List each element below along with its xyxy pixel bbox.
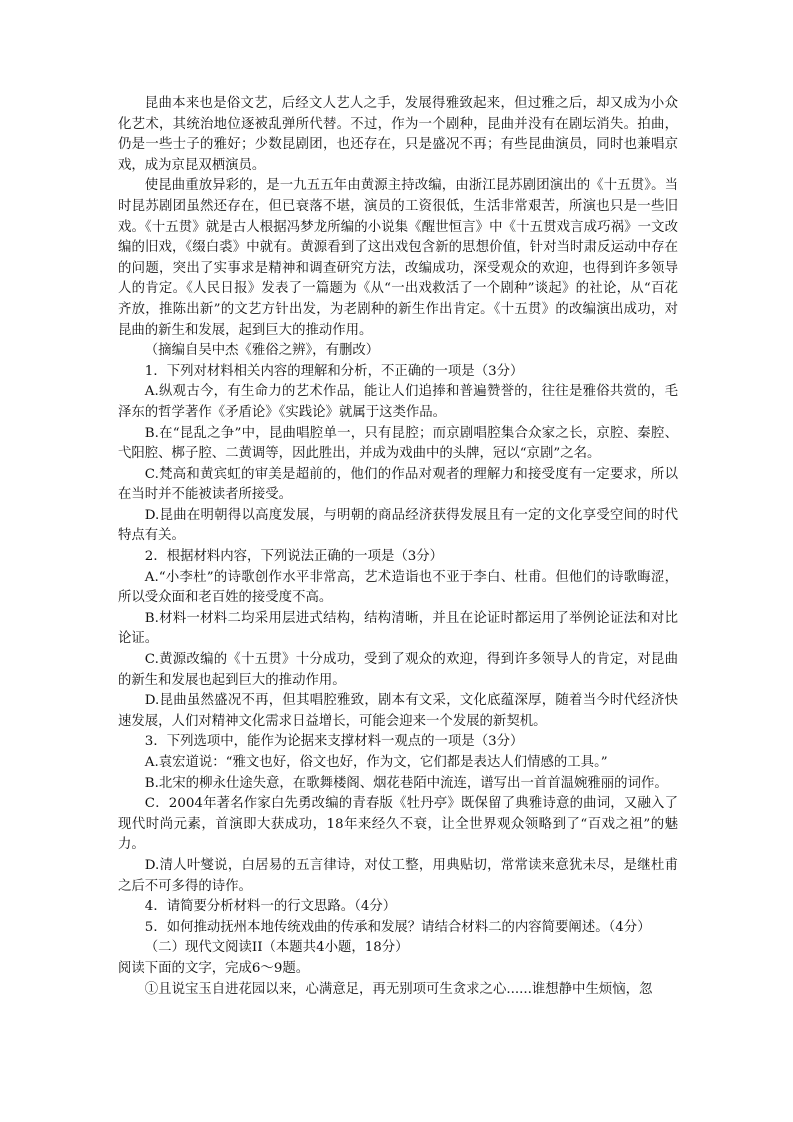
question-2-option-d: D.昆曲虽然盛况不再，但其唱腔雅致，剧本有文采，文化底蕴深厚，随着当今时代经济快速发展，人们对精神文化需求日益增长，可能会迎来一个发展的新契机。 (118, 693, 678, 729)
paragraph-shiwuguan: 使昆曲重放异彩的，是一九五五年由黄源主持改编，由浙江昆苏剧团演出的《十五贯》。当时昆苏剧团虽然还存在，但已衰落不堪，演员的工资很低，生活非常艰苦，所演也只是一些旧戏。《十五贯》就是古人根据冯梦龙所编的小说集《醒世恒言》中《十五贯戏言成巧祸》一文改编的旧戏，《缀白裘》中就有。黄源看到了这出戏包含新的思想价值，针对当时肃反运动中存在的问题，突出了实事求是精神和调查研究方法，改编成功，深受观众的欢迎，也得到许多领导人的肯定。《人民日报》发表了一篇题为《从“一出戏救活了一个剧种”谈起》的社论，从“百花齐放，推陈出新”的文艺方针出发，为老剧种的新生作出肯定。《十五贯》的改编演出成功，对昆曲的新生和发展，起到巨大的推动作用。 (118, 178, 678, 338)
reading-passage-start: ①且说宝玉自进花园以来，心满意足，再无别项可生贪求之心......谁想静中生烦恼，忽 (144, 981, 653, 997)
question-3-option-d: D.清人叶燮说，白居易的五言律诗，对仗工整，用典贴切，常常读来意犹未尽，是继杜甫之后不可多得的诗作。 (118, 857, 678, 894)
question-3-option-b: B.北宋的柳永仕途失意，在歌舞楼阁、烟花巷陌中流连，谱写出一首首温婉雅丽的词作。 (144, 775, 668, 791)
question-1-option-d: D.昆曲在明朝得以高度发展，与明朝的商品经济获得发展且有一定的文化享受空间的时代特点有关。 (118, 507, 678, 544)
source-citation: （摘编自吴中杰《雅俗之辨》，有删改） (144, 343, 380, 359)
question-4: 4．请简要分析材料一的行文思路。（4分） (144, 899, 397, 915)
question-5: 5．如何推动抚州本地传统戏曲的传承和发展？请结合材料二的内容简要阐述。（4分） (144, 919, 651, 935)
question-2-option-b: B.材料一材料二均采用层进式结构，结构清晰，并且在论证时都运用了举例论证法和对比论证。 (118, 610, 678, 647)
paragraph-kunqu-origin: 昆曲本来也是俗文艺，后经文人艺人之手，发展得雅致起来，但过雅之后，却又成为小众化艺术，其统治地位逐被乱弹所代替。不过，作为一个剧种，昆曲并没有在剧坛消失。拍曲，仍是一些士子的雅好；少数昆剧团，也还存在，只是盛况不再；有些昆曲演员，同时也兼唱京戏，成为京昆双栖演员。 (118, 96, 678, 173)
question-3-option-a: A.袁宏道说：“雅文也好，俗文也好，作为文，它们都是表达人们情感的工具。” (144, 755, 608, 770)
question-1: 1．下列对材料相关内容的理解和分析，不正确的一项是（3分） (144, 363, 524, 379)
question-2: 2．根据材料内容，下列说法正确的一项是（3分） (144, 549, 444, 565)
question-2-option-a: A.“小李杜”的诗歌创作水平非常高，艺术造诣也不亚于李白、杜甫。但他们的诗歌晦涩，所以受众面和老百姓的接受度不高。 (118, 569, 678, 606)
question-1-option-b: B.在“昆乱之争”中，昆曲唱腔单一，只有昆腔；而京剧唱腔集合众家之长，京腔、秦腔、弋阳腔、梆子腔、二黄调等，因此胜出，并成为戏曲中的头牌，冠以“京剧”之名。 (118, 425, 678, 462)
section-heading-modern-reading-2: （二）现代文阅读II（本题共4小题，18分） (144, 940, 409, 956)
reading-instruction: 阅读下面的文字，完成6～9题。 (118, 960, 310, 976)
question-3-option-c: C．2004年著名作家白先勇改编的青春版《牡丹亭》既保留了典雅诗意的曲词，又融入了现代时尚元素，首演即大获成功，18年来经久不衰，让全世界观众领略到了“百戏之祖”的魅力。 (118, 796, 678, 853)
question-2-option-c: C.黄源改编的《十五贯》十分成功，受到了观众的欢迎，得到许多领导人的肯定，对昆曲的新生和发展也起到巨大的推动作用。 (118, 652, 678, 688)
question-3: 3．下列选项中，能作为论据来支撑材料一观点的一项是（3分） (144, 734, 524, 750)
question-1-option-a: A.纵观古今，有生命力的艺术作品，能让人们追捧和普遍赞誉的，往往是雅俗共赏的，毛泽东的哲学著作《矛盾论》《实践论》就属于这类作品。 (118, 384, 678, 420)
question-1-option-c: C.梵高和黄宾虹的审美是超前的，他们的作品对观者的理解力和接受度有一定要求，所以在当时并不能被读者所接受。 (118, 466, 678, 503)
document-body (118, 94, 678, 1000)
